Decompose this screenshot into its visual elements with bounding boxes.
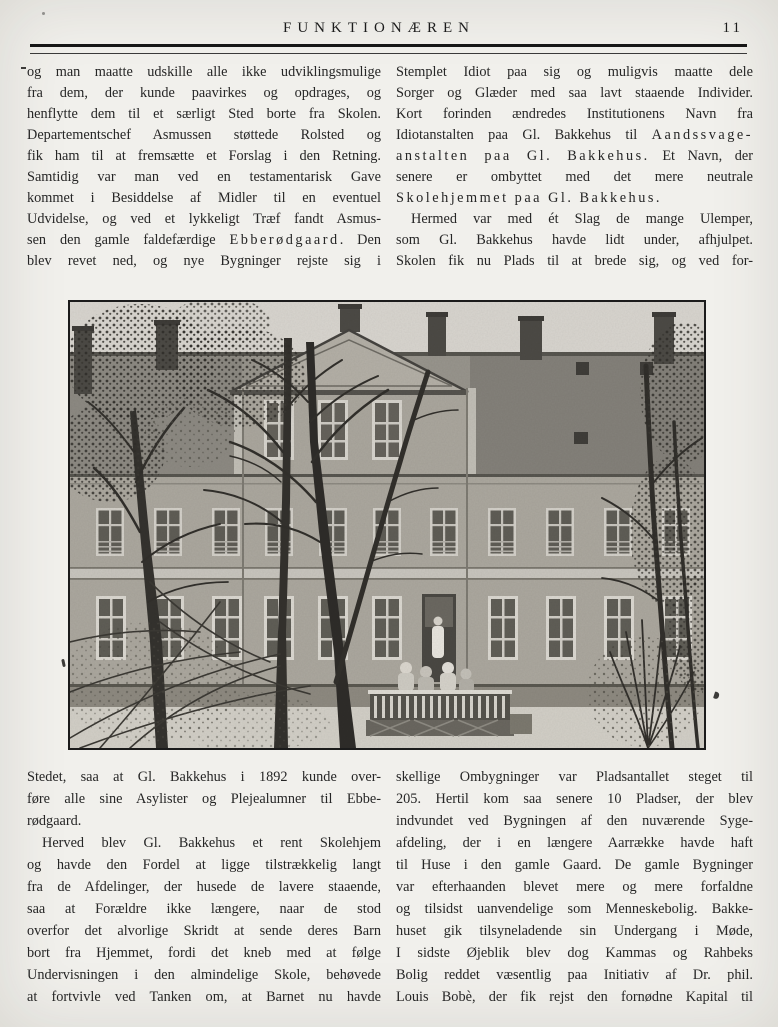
text-segment: at fortvivle ved Tanken om, at Barnet nu havde — [27, 989, 381, 1005]
text-line — [27, 104, 381, 125]
text-line — [396, 230, 753, 251]
text-segment: Et Navn, der — [649, 148, 753, 164]
text-segment: og tilsidst uanvendelige som Menneskebolig. Bakke- — [396, 901, 753, 917]
column-bottom-right — [396, 766, 753, 1008]
text-segment: Aandssvage- — [651, 127, 753, 143]
text-segment: Bolig reddet væsentlig paa Initiativ af Dr. phil. — [396, 967, 753, 983]
text-line — [27, 83, 381, 104]
text-segment: Kort forinden ændredes Institutionens Navn fra — [396, 106, 753, 122]
scan-speck — [42, 12, 45, 15]
text-segment: fra dem, der kunde paavirkes og opdrages, og — [27, 85, 381, 101]
text-segment: overfor det alvorlige Skridt at sende deres Barn — [27, 923, 381, 939]
text-line — [396, 942, 753, 964]
photo-grain-overlay — [70, 302, 704, 748]
text-line — [396, 920, 753, 942]
text-segment: føre alle sine Asylister og Plejealumner til Ebbe- — [27, 791, 381, 807]
page-number: 11 — [722, 20, 743, 36]
text-line — [27, 788, 381, 810]
text-segment: Skolehjemmet paa Gl. Bakkehus. — [396, 190, 662, 206]
text-segment: skellige Ombygninger var Pladsantallet steget til — [396, 769, 753, 785]
text-segment: Udvidelse, og ved et lykkeligt Træf fandt Asmus- — [27, 211, 381, 227]
text-line — [27, 230, 381, 251]
text-segment: I sidste Øjeblik blev dog Kammas og Rahbeks — [396, 945, 753, 961]
text-segment: . Den — [339, 232, 381, 248]
text-line — [396, 146, 753, 167]
text-line — [27, 920, 381, 942]
text-segment: Stedet, saa at Gl. Bakkehus i 1892 kunde over- — [27, 769, 381, 785]
text-line — [396, 104, 753, 125]
text-segment: og havde den Fordel at ligge tilstrækkelig langt — [27, 857, 381, 873]
text-line — [396, 125, 753, 146]
text-segment: rødgaard. — [27, 813, 82, 829]
text-line — [27, 188, 381, 209]
text-segment: sen den gamle faldefærdige — [27, 232, 230, 248]
text-segment: afdeling, der i en længere Aarrække havde haft — [396, 835, 753, 851]
text-line — [27, 832, 381, 854]
scan-speck — [61, 659, 66, 667]
text-segment: Hermed var med ét Slag de mange Ulemper, — [411, 211, 753, 227]
text-line — [396, 251, 753, 272]
masthead-title: FUNKTIONÆREN — [283, 20, 475, 36]
scan-speck — [713, 691, 720, 699]
column-top-right — [396, 62, 753, 272]
text-segment: Ebberødgaard — [229, 232, 340, 248]
text-line — [27, 62, 381, 83]
text-line — [396, 188, 753, 209]
text-segment: Skolen fik nu Plads til at brede sig, og ved for- — [396, 253, 753, 269]
text-segment: fik ham til at fremsætte et Forslag i den Retning. — [27, 148, 381, 164]
text-segment: Departementschef Asmussen støttede Rolsted og — [27, 127, 381, 143]
text-line — [396, 832, 753, 854]
text-line — [396, 986, 753, 1008]
text-line — [396, 964, 753, 986]
text-line — [27, 209, 381, 230]
text-segment: blev revet ned, og nye Bygninger rejste sig i — [27, 253, 381, 269]
text-segment: kommet i Besiddelse af Midler til en eventuel — [27, 190, 381, 206]
text-segment: Idiotanstalten paa Gl. Bakkehus til — [396, 127, 652, 143]
building-photo-svg — [70, 302, 704, 748]
text-segment: fra de Afdelinger, der husede de lavere staaende, — [27, 879, 381, 895]
text-segment: henflytte dem til et særligt Sted borte fra Skolen. — [27, 106, 381, 122]
text-segment: huset gik tilsyneladende sin Undergang i Møde, — [396, 923, 753, 939]
text-segment: indvundet ved Bygningen af den nuværende Syge- — [396, 813, 753, 829]
building-photograph — [68, 300, 706, 750]
column-top-left — [27, 62, 381, 272]
text-segment: Sorger og Glæder med saa lavt staaende Individer. — [396, 85, 753, 101]
text-line — [396, 788, 753, 810]
text-line — [396, 898, 753, 920]
text-segment: Undervisningen i den almindelige Skole, behøvede — [27, 967, 381, 983]
masthead-rule — [30, 44, 747, 54]
text-line — [27, 766, 381, 788]
text-line — [27, 167, 381, 188]
text-segment: Herved blev Gl. Bakkehus et rent Skolehjem — [42, 835, 381, 851]
text-line — [396, 854, 753, 876]
text-line — [27, 942, 381, 964]
text-line — [396, 876, 753, 898]
text-line — [396, 62, 753, 83]
text-line — [27, 146, 381, 167]
text-segment: til Huse i den gamle Gaard. De gamle Bygninger — [396, 857, 753, 873]
text-line — [27, 898, 381, 920]
text-line — [27, 986, 381, 1008]
text-segment: 205. Hertil kom saa senere 10 Pladser, der blev — [396, 791, 753, 807]
text-line — [27, 854, 381, 876]
text-segment: senere er ombyttet med det mere neutrale — [396, 169, 753, 185]
text-line — [27, 876, 381, 898]
column-bottom-left — [27, 766, 381, 1008]
text-segment: anstalten paa Gl. Bakkehus. — [396, 148, 650, 164]
scan-speck — [21, 67, 26, 69]
text-line — [27, 125, 381, 146]
text-segment: bort fra Hjemmet, fordi det kneb med at følge — [27, 945, 381, 961]
text-segment: var efterhaanden blevet mere og mere forfaldne — [396, 879, 753, 895]
text-line — [396, 209, 753, 230]
text-line — [396, 167, 753, 188]
text-segment: saa at Forældre ikke længere, naar de stod — [27, 901, 381, 917]
text-line — [27, 964, 381, 986]
text-line — [396, 810, 753, 832]
text-line — [396, 83, 753, 104]
text-segment: og man maatte udskille alle ikke udviklingsmulige — [27, 64, 381, 80]
text-segment: Stemplet Idiot paa sig og muligvis maatte dele — [396, 64, 753, 80]
text-segment: som Gl. Bakkehus havde lidt under, afhjulpet. — [396, 232, 753, 248]
text-segment: Louis Bobè, der fik rejst den fornødne Kapital til — [396, 989, 753, 1005]
text-line — [27, 251, 381, 272]
text-segment: Samtidig var man ved en testamentarisk Gave — [27, 169, 381, 185]
text-line — [27, 810, 381, 832]
text-line — [396, 766, 753, 788]
